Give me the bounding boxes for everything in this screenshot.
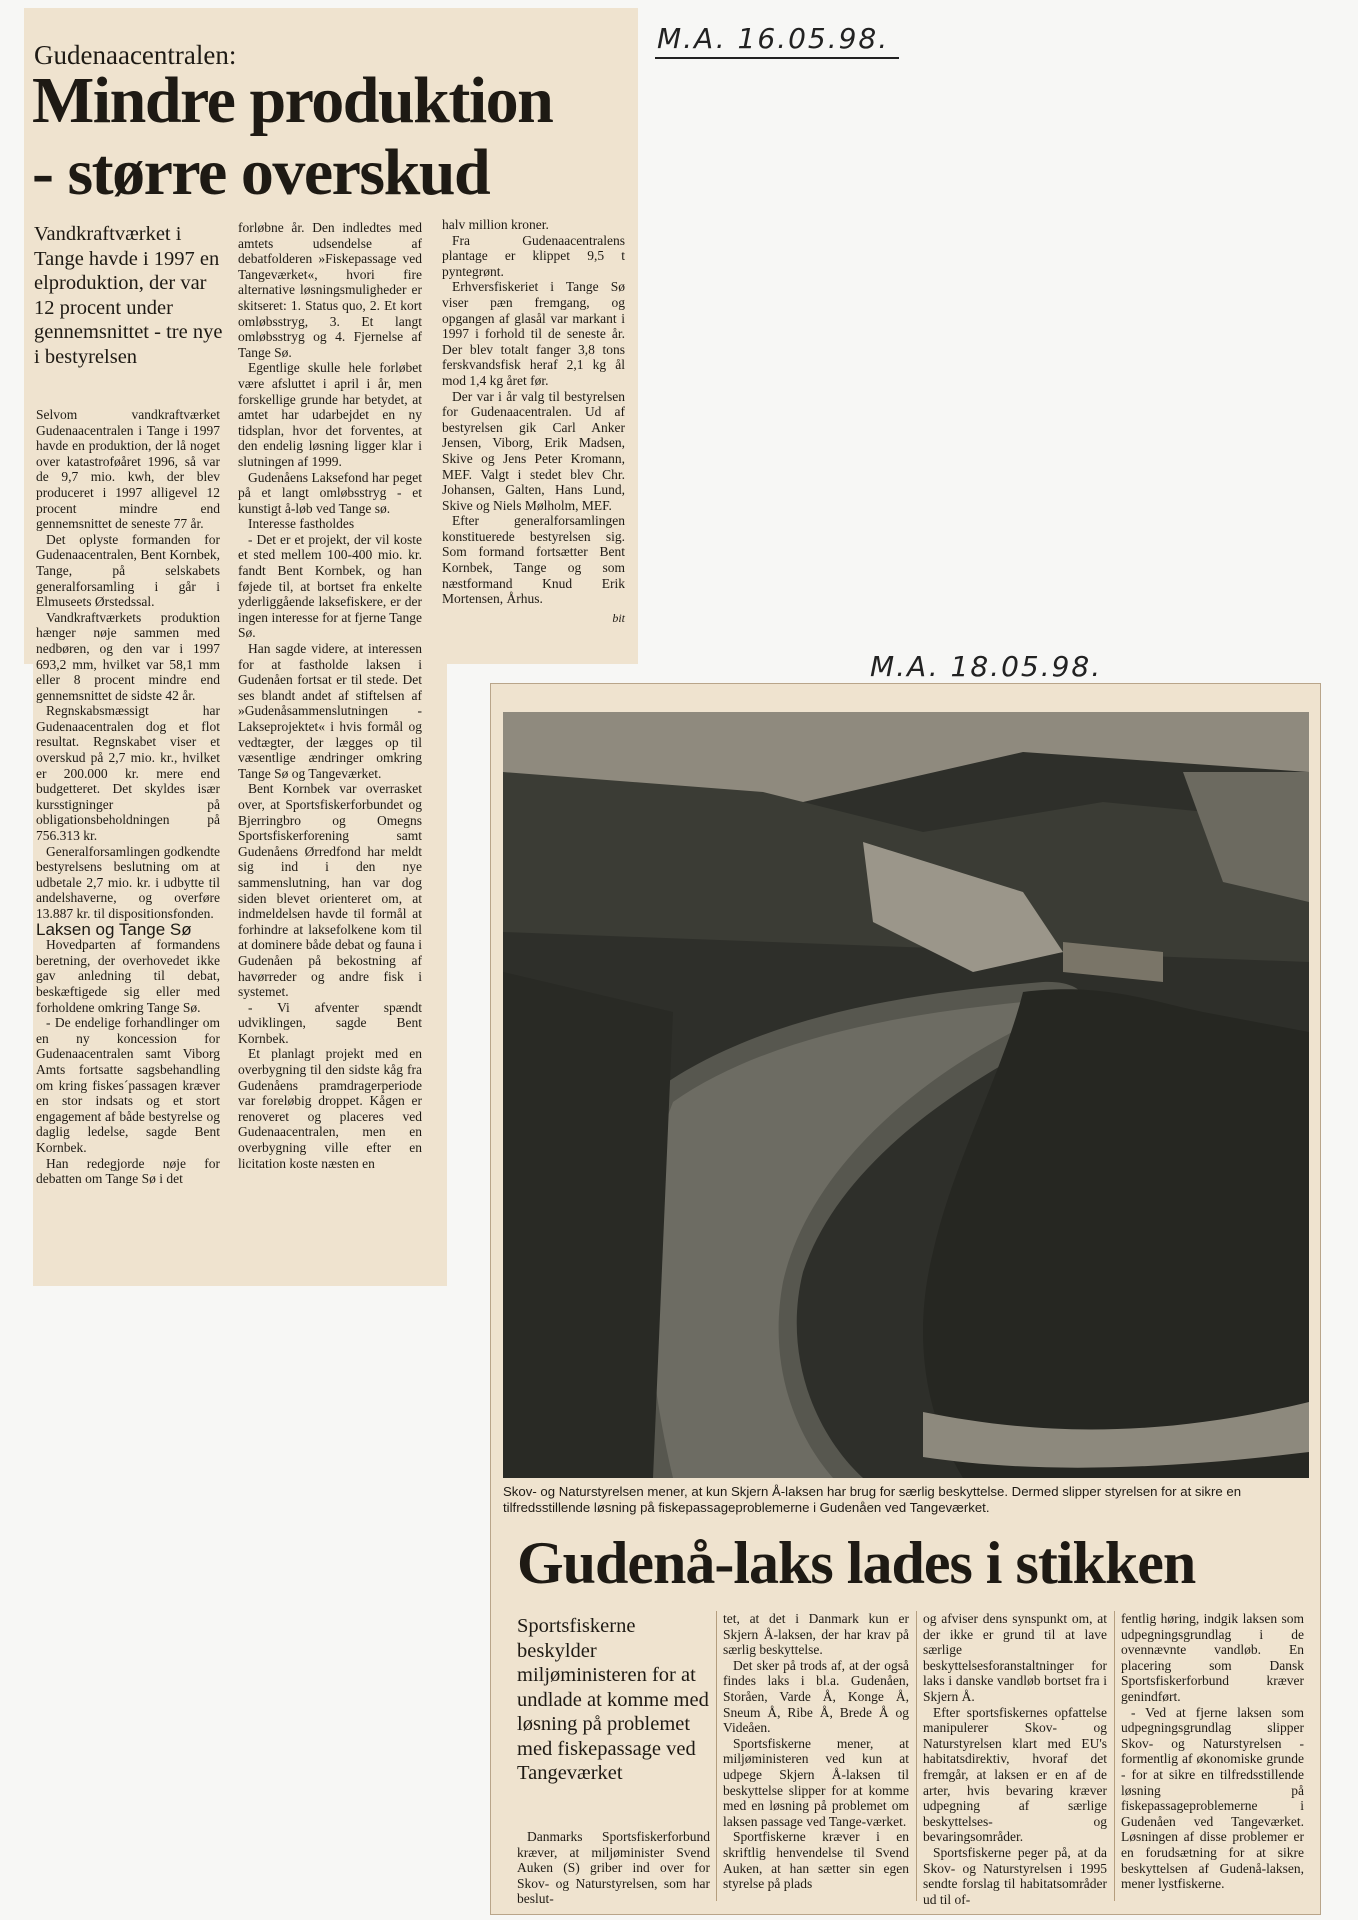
paragraph: Et planlagt projekt med en overbygning til den sidste kåg fra Gudenåens pramdragerperiode var foreløbig droppet. Kågen er renoveret og placeres ved Gudenaacentralen, men en overbygning ville efter en licitation koste næsten en [238, 1046, 422, 1171]
handwritten-date-2: M.A. 18.05.98. [870, 650, 1103, 683]
article1-column-3 [442, 217, 625, 626]
aerial-photo-illustration [503, 712, 1309, 1478]
paragraph: halv million kroner. [442, 217, 549, 232]
paragraph: - Vi afventer spændt udviklingen, sagde Bent Kornbek. [238, 999, 422, 1046]
paragraph: Han redegjorde nøje for debatten om Tange Sø i det [36, 1155, 220, 1187]
paragraph: forløbne år. Den indledtes med amtets udsendelse af debatfolderen »Fiskepassage ved Tangeværket«, hvori fire alternative løsningsmuligheder er skitseret: 1. Status quo, 2. Et kort omløbsstryg, 3. Et langt omløbsstryg og 4. Fjernelse af Tange Sø. [238, 220, 422, 360]
article2-headline: Gudenå-laks lades i stikken [517, 1530, 1196, 1596]
article1-subhead: Laksen og Tange Sø [36, 919, 192, 939]
paragraph: Efter sportsfiskernes opfattelse manipulerer Skov- og Naturstyrelsen klart med EU's habitatsdirektiv, hvoraf det fremgår, at laksen er en af de arter, hvis bevaring kræver udpegning af særlige beskyttelses- og bevaringsområder. [923, 1704, 1107, 1845]
paragraph: Interesse fastholdes [248, 516, 355, 532]
paragraph: Vandkraftværkets produktion hænger nøje sammen med nedbøren, og den var i 1997 693,2 mm, hvilket var 58,1 mm eller 8 procent mindre end gennemsnittet de sidste 42 år. [36, 609, 220, 703]
article2-column-4 [1121, 1611, 1304, 1892]
paragraph: Sportsfiskerne mener, at miljøministeren ved kun at udpege Skjern Å-laksen til beskyttelse slipper for at komme med en løsning på problemet om laksen passage ved Tange-værket. [723, 1735, 909, 1829]
article2-column-3 [923, 1611, 1107, 1907]
paragraph: Hovedparten af formandens beretning, der overhovedet ikke gav anledning til debat, beskæftigede sig eller med forholdene omkring Tange Sø. [36, 937, 220, 1015]
paragraph: Der var i år valg til bestyrelsen for Gudenaacentralen. Ud af bestyrelsen gik Carl Anker Jensen, Viborg, Erik Madsen, Skive og Jens Peter Kromann, MEF. Valgt i stedet blev Chr. Johansen, Galten, Hans Lund, Skive og Niels Mølholm, MEF. [442, 388, 625, 513]
paragraph: Sportsfiskerne peger på, at da Skov- og Naturstyrelsen i 1995 sendte forslag til habitatsområder ud til of- [923, 1844, 1107, 1907]
article1-column-1 [36, 407, 220, 1187]
paragraph: Det oplyste formanden for Gudenaacentralen, Bent Kornbek, Tange, på selskabets generalforsamling i går i Elmuseets Ørstedssal. [36, 531, 220, 610]
article1-kicker: Gudenaacentralen: [34, 40, 237, 70]
article1-column-2 [238, 220, 422, 1171]
paragraph: Efter generalforsamlingen konstituerede bestyrelsen sig. Som formand fortsætter Bent Kornbek, Tange og som næstformand Knud Erik Mortensen, Århus. [442, 513, 625, 607]
column-divider [1114, 1611, 1115, 1901]
paragraph: og afviser dens synspunkt om, at der ikke er grund til at lave særlige beskyttelsesforanstaltninger for laks i danske vandløb bortset fra i Skjern Å. [923, 1611, 1107, 1704]
paragraph: Erhversfiskeriet i Tange Sø viser pæn fremgang, og opgangen af glasål var markant i 1997 i forhold til de seneste år. Der blev totalt fanger 3,8 tons ferskvandsfisk heraf 2,1 kg ål mod 1,4 kg året før. [442, 279, 625, 388]
paragraph: Egentlige skulle hele forløbet være afsluttet i april i år, men forskellige grunde har betydet, at amtet har udarbejdet en ny tidsplan, hvor det forventes, at den endelig løsning ligger klar i slutningen af 1999. [238, 360, 422, 469]
article1-headline [32, 66, 552, 208]
paragraph: - Det er et projekt, der vil koste et sted mellem 100-400 mio. kr. fandt Bent Kornbek, og han føjede til, at bortset fra enkelte yderliggående laksefiskere, er der ingen interesse for at fjerne Tange Sø. [238, 531, 422, 641]
paragraph: Sportfiskerne kræver i en skriftlig henvendelse til Svend Auken, at han sætter sin egen styrelse på plads [723, 1829, 909, 1892]
column-divider [716, 1611, 717, 1901]
article2-column-1 [517, 1829, 710, 1907]
aerial-photo [503, 712, 1309, 1478]
paragraph: Selvom vandkraftværket Gudenaacentralen i Tange i 1997 havde en produktion, der lå noget over katastroføåret 1996, så var de 9,7 mio. kwh, der blev produceret i 1997 alligevel 12 procent mindre end gennemsnittet de seneste 77 år. [36, 407, 220, 532]
paragraph: Fra Gudenaacentralens plantage er klippet 9,5 t pyntegrønt. [442, 232, 625, 279]
paragraph: - De endelige forhandlinger om en ny koncession for Gudenaacentralen samt Viborg Amts fortsatte sagsbehandling om kring fiskes´passagen kræver en stor indsats og et stort engagement af både bestyrelse og daglig ledelse, sagde Bent Kornbek. [36, 1015, 220, 1155]
clipping-2 [490, 683, 1321, 1915]
paragraph: Han sagde videre, at interessen for at fastholde laksen i Gudenåen fortsat er til stede. Det ses blandt andet af stiftelsen af »Gudenåsammenslutningen - Lakseprojektet« i hvis formål og vedtægter, der lægges op til væsentlige ændringer omkring Tange Sø og Tangeværket. [238, 641, 422, 781]
photo-caption: Skov- og Naturstyrelsen mener, at kun Skjern Å-laksen har brug for særlig beskyttelse. Dermed slipper styrelsen for at sikre en tilfredsstillende løsning på fiskepassageproblemerne i Gudenåen ved Tangeværket. [503, 1484, 1242, 1515]
paragraph: Bent Kornbek var overrasket over, at Sportsfiskerforbundet og Bjerringbro og Omegns Sportsfiskerforening samt Gudenåens Ørredfond har meldt sig ind i den nye sammenslutning, han var dog siden blevet orienteret om, at indmeldelsen havde til formål at forhindre at laksefolkene kom til at dominere både debat og fauna i Gudenåen på bekostning af havørreder og andre fisk i systemet. [238, 781, 422, 1000]
paragraph: fentlig høring, indgik laksen som udpegningsgrundlag i de ovennævnte vandløb. En placering som Dansk Sportsfiskerforbund kræver genindført. [1121, 1611, 1304, 1704]
paragraph: Regnskabsmæssigt har Gudenaacentralen dog et flot resultat. Regnskabet viser et overskud på 2,7 mio. kr., hvilket er 200.000 kr. mere end budgetteret. Det skyldes især kursstigninger på obligationsbeholdningen på 756.313 kr. [36, 703, 220, 844]
article1-signature: bit [612, 610, 625, 625]
paragraph: - Ved at fjerne laksen som udpegningsgrundlag slipper Skov- og Naturstyrelsen - formentlig af økonomiske grunde - for at sikre en tilfredsstillende løsning på fiskepassageproblemerne i Gudenåen ved Tangeværket. Løsningen af disse problemer er en forudsætning for at sikre beskyttelsen af Gudenå-laksen, mener lystfiskerne. [1121, 1704, 1304, 1892]
paragraph: tet, at det i Danmark kun er Skjern Å-laksen, der har krav på særlig beskyttelse. [723, 1611, 909, 1658]
column-divider [916, 1611, 917, 1901]
article2-lead: Sportsfiskerne beskylder miljøministeren for at undlade at komme med løsning på problemet med fiskepassage ved Tangeværket [517, 1615, 709, 1784]
article2-column-2 [723, 1611, 909, 1892]
article1-lead: Vandkraftværket i Tange havde i 1997 en elproduktion, der var 12 procent under gennemsnittet - tre nye i bestyrelsen [34, 223, 223, 368]
article1-headline-line1: Mindre produktion [32, 64, 553, 137]
paragraph: Danmarks Sportsfiskerforbund kræver, at miljøminister Svend Auken (S) griber ind over for Skov- og Naturstyrelsen, som har beslut- [517, 1829, 710, 1907]
paragraph: Det sker på trods af, at der også findes laks i bl.a. Gudenåen, Storåen, Varde Å, Konge Å, Sneum Å, Ribe Å, Brede Å og Videåen. [723, 1657, 909, 1736]
article1-headline-line2: - større overskud [32, 136, 490, 209]
handwritten-date-1: M.A. 16.05.98. [655, 22, 899, 59]
paragraph: Gudenåens Laksefond har peget på et langt omløbsstryg - et kunstigt å-løb ved Tange sø. [238, 469, 422, 516]
paragraph: Generalforsamlingen godkendte bestyrelsens beslutning om at udbetale 2,7 mio. kr. i udbytte til andelshaverne, og overføre 13.887 kr. til dispositionsfonden. [36, 843, 220, 921]
